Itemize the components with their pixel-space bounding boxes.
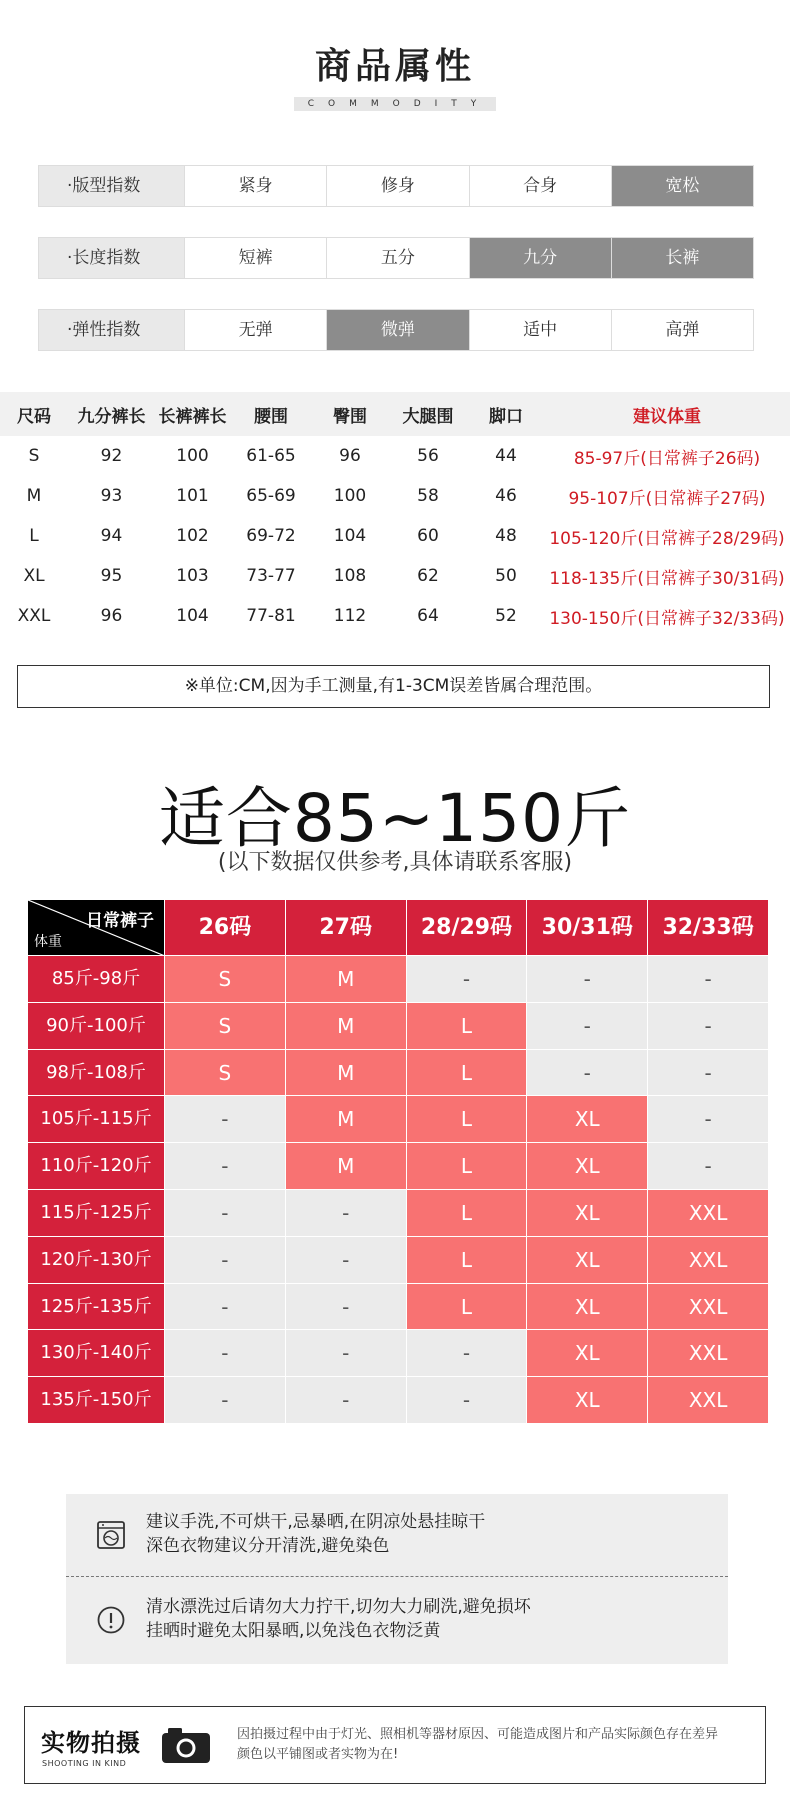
grid-cell-recommended: XL bbox=[527, 1143, 648, 1189]
size-cell: 96 bbox=[100, 606, 123, 626]
exclamation-circle-icon bbox=[96, 1605, 126, 1635]
weight-range-label: 105斤-115斤 bbox=[28, 1096, 165, 1142]
grid-cell-recommended: M bbox=[286, 1096, 407, 1142]
size-cell: 101 bbox=[176, 486, 209, 506]
size-cell: 102 bbox=[176, 526, 209, 546]
disclaimer-text bbox=[237, 1725, 757, 1765]
weight-range-label: 120斤-130斤 bbox=[28, 1237, 165, 1283]
size-table-header bbox=[0, 392, 790, 436]
attribute-option-selected: 微弹 bbox=[326, 310, 468, 350]
page-title: 商品属性 bbox=[314, 46, 475, 87]
care-line: 建议手洗,不可烘干,忌暴晒,在阴凉处悬挂晾干 bbox=[146, 1512, 486, 1532]
attribute-option: 修身 bbox=[326, 166, 468, 206]
grid-cell-empty: - bbox=[407, 956, 528, 1002]
size-cell: 48 bbox=[495, 526, 517, 546]
washing-machine-icon bbox=[96, 1520, 126, 1550]
attribute-row-stretch bbox=[38, 309, 754, 351]
grid-cell-empty: - bbox=[165, 1377, 286, 1423]
care-item-rinse bbox=[66, 1579, 728, 1659]
care-instructions bbox=[66, 1494, 728, 1664]
grid-cell-empty: - bbox=[165, 1284, 286, 1330]
page-subtitle: COMMODITY bbox=[294, 97, 497, 111]
grid-cell-empty: - bbox=[165, 1330, 286, 1376]
grid-cell-recommended: XL bbox=[527, 1096, 648, 1142]
disclaimer-title-en: SHOOTING IN KIND bbox=[42, 1759, 127, 1768]
size-cell: 44 bbox=[495, 446, 517, 466]
attribute-option-selected: 九分 bbox=[469, 238, 611, 278]
grid-cell-empty: - bbox=[648, 1143, 768, 1189]
weight-range-label: 110斤-120斤 bbox=[28, 1143, 165, 1189]
size-recommendation-grid bbox=[28, 900, 768, 1424]
attribute-option: 紧身 bbox=[184, 166, 326, 206]
grid-cell-recommended: XXL bbox=[648, 1330, 768, 1376]
grid-cell-empty: - bbox=[527, 1003, 648, 1049]
grid-cell-recommended: XXL bbox=[648, 1237, 768, 1283]
col-header: 臀围 bbox=[333, 406, 367, 427]
corner-label-pants: 日常裤子 bbox=[86, 911, 154, 931]
grid-cell-recommended: XL bbox=[527, 1190, 648, 1236]
size-cell: M bbox=[26, 486, 42, 506]
size-cell: XL bbox=[23, 566, 45, 586]
size-cell: 60 bbox=[417, 526, 439, 546]
care-line: 深色衣物建议分开清洗,避免染色 bbox=[146, 1536, 390, 1556]
grid-cell-empty: - bbox=[286, 1330, 407, 1376]
care-text bbox=[146, 1510, 485, 1558]
grid-header bbox=[28, 900, 768, 956]
grid-cell-empty: - bbox=[286, 1237, 407, 1283]
recommended-weight: 105-120斤(日常裤子28/29码) bbox=[549, 528, 785, 549]
disclaimer-title: 实物拍摄 bbox=[41, 1729, 141, 1757]
grid-row bbox=[28, 956, 768, 1003]
size-cell: 93 bbox=[100, 486, 123, 506]
size-table-body bbox=[0, 436, 790, 636]
size-cell: 94 bbox=[100, 526, 123, 546]
attribute-row-length bbox=[38, 237, 754, 279]
recommended-weight: 85-97斤(日常裤子26码) bbox=[573, 448, 761, 469]
size-cell: 96 bbox=[339, 446, 361, 466]
grid-cell-empty: - bbox=[286, 1284, 407, 1330]
photo-disclaimer bbox=[24, 1706, 766, 1784]
care-item-wash bbox=[66, 1494, 728, 1574]
size-cell: 50 bbox=[495, 566, 517, 586]
grid-cell-recommended: XXL bbox=[648, 1190, 768, 1236]
weight-range-label: 98斤-108斤 bbox=[28, 1050, 165, 1096]
attribute-label: ·版型指数 bbox=[39, 166, 184, 206]
size-cell: 77-81 bbox=[246, 606, 296, 626]
size-cell: 100 bbox=[176, 446, 209, 466]
col-header: 长裤裤长 bbox=[158, 406, 227, 427]
size-cell: XXL bbox=[17, 606, 51, 626]
weight-range-label: 130斤-140斤 bbox=[28, 1330, 165, 1376]
weight-range-label: 85斤-98斤 bbox=[28, 956, 165, 1002]
attribute-option: 高弹 bbox=[611, 310, 753, 350]
size-cell: 92 bbox=[100, 446, 123, 466]
size-cell: S bbox=[28, 446, 40, 466]
grid-cell-recommended: XXL bbox=[648, 1284, 768, 1330]
grid-cell-recommended: L bbox=[407, 1003, 528, 1049]
grid-corner bbox=[28, 900, 165, 955]
attribute-option: 五分 bbox=[326, 238, 468, 278]
size-cell: 62 bbox=[417, 566, 439, 586]
grid-cell-empty: - bbox=[286, 1190, 407, 1236]
attribute-label: ·弹性指数 bbox=[39, 310, 184, 350]
grid-cell-recommended: S bbox=[165, 956, 286, 1002]
grid-row bbox=[28, 1003, 768, 1050]
attribute-option-selected: 长裤 bbox=[611, 238, 753, 278]
grid-row bbox=[28, 1096, 768, 1143]
recommended-weight: 118-135斤(日常裤子30/31码) bbox=[549, 568, 785, 589]
grid-cell-recommended: S bbox=[165, 1050, 286, 1096]
grid-cell-recommended: XL bbox=[527, 1284, 648, 1330]
size-cell: 95 bbox=[100, 566, 123, 586]
grid-cell-recommended: XL bbox=[527, 1237, 648, 1283]
recommended-weight: 95-107斤(日常裤子27码) bbox=[568, 488, 766, 509]
size-cell: 104 bbox=[333, 526, 367, 546]
col-header: 尺码 bbox=[17, 406, 51, 427]
grid-cell-empty: - bbox=[407, 1330, 528, 1376]
col-header: 腰围 bbox=[254, 406, 288, 427]
size-cell: 108 bbox=[333, 566, 367, 586]
col-header: 大腿围 bbox=[402, 406, 454, 427]
attribute-label: ·长度指数 bbox=[39, 238, 184, 278]
size-cell: 61-65 bbox=[246, 446, 296, 466]
attribute-option: 合身 bbox=[469, 166, 611, 206]
weight-range-label: 125斤-135斤 bbox=[28, 1284, 165, 1330]
size-cell: 64 bbox=[417, 606, 439, 626]
grid-row bbox=[28, 1143, 768, 1190]
section-header bbox=[0, 38, 790, 111]
grid-cell-empty: - bbox=[286, 1377, 407, 1423]
grid-cell-recommended: M bbox=[286, 1143, 407, 1189]
attribute-option-selected: 宽松 bbox=[611, 166, 753, 206]
fit-title: 适合85~150斤 bbox=[158, 780, 632, 857]
grid-cell-recommended: L bbox=[407, 1143, 528, 1189]
size-cell: 58 bbox=[417, 486, 439, 506]
grid-cell-recommended: L bbox=[407, 1190, 528, 1236]
grid-cell-empty: - bbox=[165, 1143, 286, 1189]
size-cell: 69-72 bbox=[246, 526, 296, 546]
grid-row bbox=[28, 1284, 768, 1331]
attribute-row-fit bbox=[38, 165, 754, 207]
grid-cell-recommended: XXL bbox=[648, 1377, 768, 1423]
size-row bbox=[0, 596, 790, 636]
col-header: 建议体重 bbox=[633, 406, 701, 427]
grid-cell-recommended: M bbox=[286, 1050, 407, 1096]
care-text bbox=[146, 1595, 531, 1643]
dashed-divider bbox=[66, 1576, 728, 1577]
grid-cell-recommended: M bbox=[286, 1003, 407, 1049]
grid-cell-recommended: L bbox=[407, 1050, 528, 1096]
grid-cell-empty: - bbox=[648, 1096, 768, 1142]
size-row bbox=[0, 476, 790, 516]
size-cell: 46 bbox=[495, 486, 517, 506]
fit-subtitle: (以下数据仅供参考,具体请联系客服) bbox=[217, 850, 573, 875]
recommended-weight: 130-150斤(日常裤子32/33码) bbox=[549, 608, 785, 629]
grid-row bbox=[28, 1050, 768, 1097]
grid-cell-recommended: S bbox=[165, 1003, 286, 1049]
size-cell: 56 bbox=[417, 446, 439, 466]
grid-cell-empty: - bbox=[165, 1096, 286, 1142]
grid-cell-empty: - bbox=[648, 956, 768, 1002]
grid-row bbox=[28, 1377, 768, 1424]
grid-cell-empty: - bbox=[407, 1377, 528, 1423]
grid-row bbox=[28, 1237, 768, 1284]
grid-col-header: 30/31码 bbox=[527, 900, 648, 955]
grid-col-header: 27码 bbox=[286, 900, 407, 955]
grid-row bbox=[28, 1330, 768, 1377]
disclaimer-line: 颜色以平铺图或者实物为在! bbox=[237, 1747, 399, 1762]
grid-cell-empty: - bbox=[648, 1003, 768, 1049]
col-header: 九分裤长 bbox=[77, 406, 146, 427]
care-line: 清水漂洗过后请勿大力拧干,切勿大力刷洗,避免损坏 bbox=[146, 1597, 531, 1617]
size-row bbox=[0, 436, 790, 476]
grid-cell-recommended: L bbox=[407, 1096, 528, 1142]
care-line: 挂晒时避免太阳暴晒,以免浅色衣物泛黄 bbox=[146, 1621, 441, 1641]
weight-range-label: 90斤-100斤 bbox=[28, 1003, 165, 1049]
attribute-option: 适中 bbox=[469, 310, 611, 350]
attribute-option: 短裤 bbox=[184, 238, 326, 278]
size-cell: L bbox=[29, 526, 39, 546]
grid-cell-empty: - bbox=[527, 1050, 648, 1096]
camera-icon bbox=[160, 1725, 212, 1765]
grid-body bbox=[28, 956, 768, 1424]
grid-cell-recommended: XL bbox=[527, 1330, 648, 1376]
size-cell: 73-77 bbox=[246, 566, 296, 586]
grid-cell-empty: - bbox=[165, 1190, 286, 1236]
grid-col-header: 32/33码 bbox=[648, 900, 768, 955]
size-table bbox=[0, 392, 790, 636]
size-cell: 103 bbox=[176, 566, 209, 586]
grid-cell-recommended: XL bbox=[527, 1377, 648, 1423]
attribute-option: 无弹 bbox=[184, 310, 326, 350]
grid-cell-empty: - bbox=[648, 1050, 768, 1096]
size-cell: 52 bbox=[495, 606, 517, 626]
grid-cell-recommended: L bbox=[407, 1284, 528, 1330]
size-cell: 100 bbox=[333, 486, 367, 506]
grid-cell-recommended: L bbox=[407, 1237, 528, 1283]
size-cell: 104 bbox=[176, 606, 209, 626]
grid-cell-empty: - bbox=[527, 956, 648, 1002]
grid-col-header: 28/29码 bbox=[407, 900, 528, 955]
col-header: 脚口 bbox=[489, 406, 523, 427]
grid-row bbox=[28, 1190, 768, 1237]
grid-col-header: 26码 bbox=[165, 900, 286, 955]
corner-label-weight: 体重 bbox=[34, 934, 62, 950]
grid-cell-recommended: M bbox=[286, 956, 407, 1002]
size-cell: 65-69 bbox=[246, 486, 296, 506]
weight-range-label: 115斤-125斤 bbox=[28, 1190, 165, 1236]
size-row bbox=[0, 556, 790, 596]
size-row bbox=[0, 516, 790, 556]
disclaimer-line: 因拍摄过程中由于灯光、照相机等器材原因、可能造成图片和产品实际颜色存在差异 bbox=[237, 1727, 719, 1742]
grid-cell-empty: - bbox=[165, 1237, 286, 1283]
size-cell: 112 bbox=[333, 606, 367, 626]
weight-range-label: 135斤-150斤 bbox=[28, 1377, 165, 1423]
measurement-note: ※单位:CM,因为手工测量,有1-3CM误差皆属合理范围。 bbox=[17, 665, 770, 708]
